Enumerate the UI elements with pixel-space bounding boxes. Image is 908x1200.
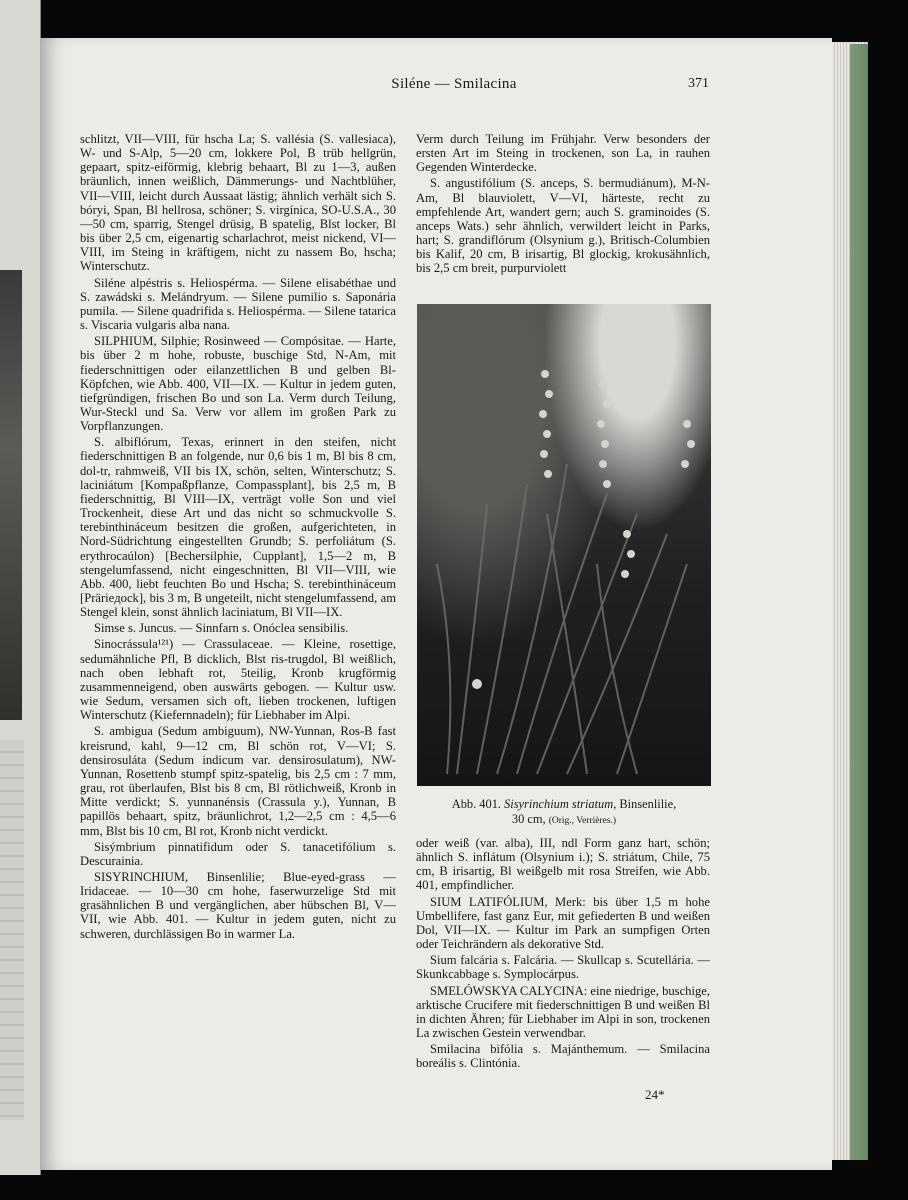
right-column-bottom — [416, 836, 710, 1073]
facing-page-text-edge — [0, 740, 24, 1120]
entry-sium: SIUM LATIFÓLIUM, Merk: bis über 1,5 m hohe Umbellifere, fast ganz Eur, mit gefiederten B und weißen Dol, VII—IX. — Kultur im Park an sumpfigen Orten oder Teichrändern als dekorative Std. — [416, 894, 710, 952]
entry-smelowskya: SMELÓWSKYA CALYCINA: eine niedrige, buschige, arktische Crucifere mit fiederschnittigen B und weißen Bl in dichten Ähren; für Liebhaber im Alpi in son, trockenen La zwischen Gestein verwendbar. — [416, 983, 710, 1041]
entry-sisyrinchium: SISYRINCHIUM, Binsenlilie; Blue-eyed-grass — Iridaceae. — 10—30 cm hohe, faserwurzelige Std mit grasähnlichen B und vergänglichen, aber hübschen Bl, V—VII, wie Abb. 401. — Kultur in jedem guten, nicht zu schweren, durchlässigen Bo in warmer La. — [80, 869, 396, 941]
entry-smilacina: Smilacina bifólia s. Majánthemum. — Smilacina boreális s. Clintónia. — [416, 1042, 710, 1071]
entry-sisyrinchium-cont: Verm durch Teilung im Frühjahr. Verw besonders der ersten Art im Steing in trockenen, son La, in rauhen Gegenden Winterdecke. — [416, 132, 710, 175]
right-column-top — [416, 132, 710, 278]
book-cover-edge — [850, 44, 868, 1160]
entry-sium-crossrefs: Sium falcária s. Falcária. — Skullcap s. Scutellária. — Skunkcabbage s. Symplocárpus. — [416, 953, 710, 982]
facing-page-edge — [0, 0, 41, 1175]
figure-caption — [417, 797, 711, 829]
caption-credit: (Orig., Verrières.) — [548, 816, 617, 826]
left-column — [80, 132, 396, 943]
entry-silphium-species: S. albiflórum, Texas, erinnert in den steifen, nicht fiederschnittigen B an folgende, nur 0,6 bis 1 m, Bl bis 8 cm, dol-tr, rahmweiß, VII bis IX, schön, selten, Winterschutz; S. laciniátum [Kompaßpflanze, Compassplant], bis 2,5 m, B fiederschnittig, Bl VIII—IX, verträgt volle Son und viel Trockenheit, diese Art und das nicht so schmuckvolle S. terebinthináceum besitzen die großen, aufgerichteten, in Nord-Südrichtung eingestellten Grundb; S. perfoliátum (S. erythrocaúlon) [Bechersilphie, Cupplant], 1,5—2 m, B stengelumfassend, nicht eingeschnitten, Bl VII—VIII, wie Abb. 400, liebt feuchten Bo und Hscha; S. terebinthináceum [Prärieдock], bis 3 m, B ungeteilt, nicht stengelumfassend, am Stengel klein, sonst ähnlich laciniatum, Bl VII—IX. — [80, 435, 396, 620]
caption-size: 30 cm, — [511, 812, 546, 826]
entry-sinocrassula-species: S. ambigua (Sedum ambiguum), NW-Yunnan, Ros-B fast kreisrund, kahl, 9—12 cm, Bl schön rot, V—VI; S. densirosuláta (Sedum indicum var. densirosulatum), NW-Yunnan, Rosettenb stumpf spitz-spatelig, bis 2,5 cm : 7 mm, grau, rot überlaufen, Blst bis 8 cm, Bl rötlichweiß, Kronb in Mitte verdickt; S. yunnanénsis (Crassula y.), Yunnan, B papillös behaart, spitz, bräunlichrot, 1,2—2,5 cm : 4,5—6 mm, Blst bis 10 cm, Bl rot, Kronb nicht verdickt. — [80, 724, 396, 838]
entry-simse: Simse s. Juncus. — Sinnfarn s. Onóclea sensibilis. — [94, 621, 349, 636]
facing-page-photo-edge — [0, 270, 22, 720]
caption-species: Sisyrinchium striatum, — [504, 797, 617, 811]
entry-sisymbrium: Sisýmbrium pinnatifidum oder S. tanacetifólium s. Descurainia. — [80, 839, 396, 868]
signature-mark: 24* — [645, 1087, 665, 1102]
entry-sisyrinchium-species: S. angustifólium (S. anceps, S. bermudiánum), M-N-Am, Bl blauviolett, V—VI, härteste, recht zu empfehlende Art, wandert gern; auch S. graminoides (S. anceps Wats.) sehr ähnlich, verwildert leicht in Parks, hart; S. grandiflórum (Olsynium g.), Britisch-Columbien bis Kalif, 20 cm, B irisartig, Bl glockig, krokusähnlich, bis 2,5 cm breit, purpurviolett — [416, 176, 710, 276]
page-number: 371 — [688, 76, 709, 91]
entry-sisyrinchium-more: oder weiß (var. alba), III, ndl Form ganz hart, schön; ähnlich S. inflátum (Olsynium i.); S. striátum, Chile, 75 cm, B irisartig, Bl weißgelb mit rosa Streifen, wie Abb. 401, empfindlicher. — [416, 836, 710, 893]
running-head: Siléne — Smilacina — [391, 76, 517, 92]
entry-silphium: SILPHIUM, Silphie; Rosinweed — Compósitae. — Harte, bis über 2 m hohe, robuste, buschige Std, N-Am, mit fiederschnittigen oder eilanzettlichen B und gelben Bl-Köpfchen, wie Abb. 400, VII—IX. — Kultur in jedem guten, tiefgründigen, frischen Bo und son La. Verm durch Teilung, Wur-Steckl und Sa. Verw vor allem im großen Park zu Vorpflanzungen. — [80, 334, 396, 434]
plant-photo-illustration — [417, 304, 711, 786]
caption-number: Abb. 401. — [451, 797, 501, 811]
entry-silene-vallesia: schlitzt, VII—VIII, für hscha La; S. vallésia (S. vallesiaca), W- und S-Alp, 5—20 cm, lokkere Pol, B trüb hellgrün, gepaart, spitz-eiförmig, klebrig behaart, Bl zu 1—3, außen bräunlich, innen weißlich, Dämmerungs- und Nachtblüher, VII—VIII, leicht durch Aussaat lästig; ähnlich verhält sich S. bóryi, Span, Bl hellrosa, schöner; S. virgínica, SO-U.S.A., 30—50 cm, sparrig, Stengel drüsig, B spatelig, Blst locker, Bl bis über 2,5 cm, eigenartig scharlachrot, meist nickend, VI—VIII, im Steing in kräftigem, nicht zu nassem Bo, hscha; Winterschutz. — [80, 132, 396, 274]
entry-silene-crossrefs: Siléne alpéstris s. Heliospérma. — Silene elisabéthae und S. zawádski s. Melándryum. — Silene pumilio s. Saponária pumila. — Silene quadrifida s. Heliospérma. — Silene tatarica s. Viscaria vulgaris alba nana. — [80, 275, 396, 333]
figure-photo-sisyrinchium — [417, 304, 711, 786]
caption-common-name: Binsenlilie, — [619, 797, 677, 811]
entry-sinocrassula: Sinocrássula¹²¹) — Crassulaceae. — Kleine, rosettige, sedumähnliche Pfl, B dicklich, Blst ris-trugdol, Bl weißlich, nach oben lebhaft rot, 5teilig, Kronb krugförmig zusammenneigend, oben auswärts gebogen. — Kultur usw. wie Sedum, versamen sich oft, lieben trockenen, luftigen Winterschutz (Kiefernnadeln); für Liebhaber im Alpi. — [80, 637, 396, 723]
